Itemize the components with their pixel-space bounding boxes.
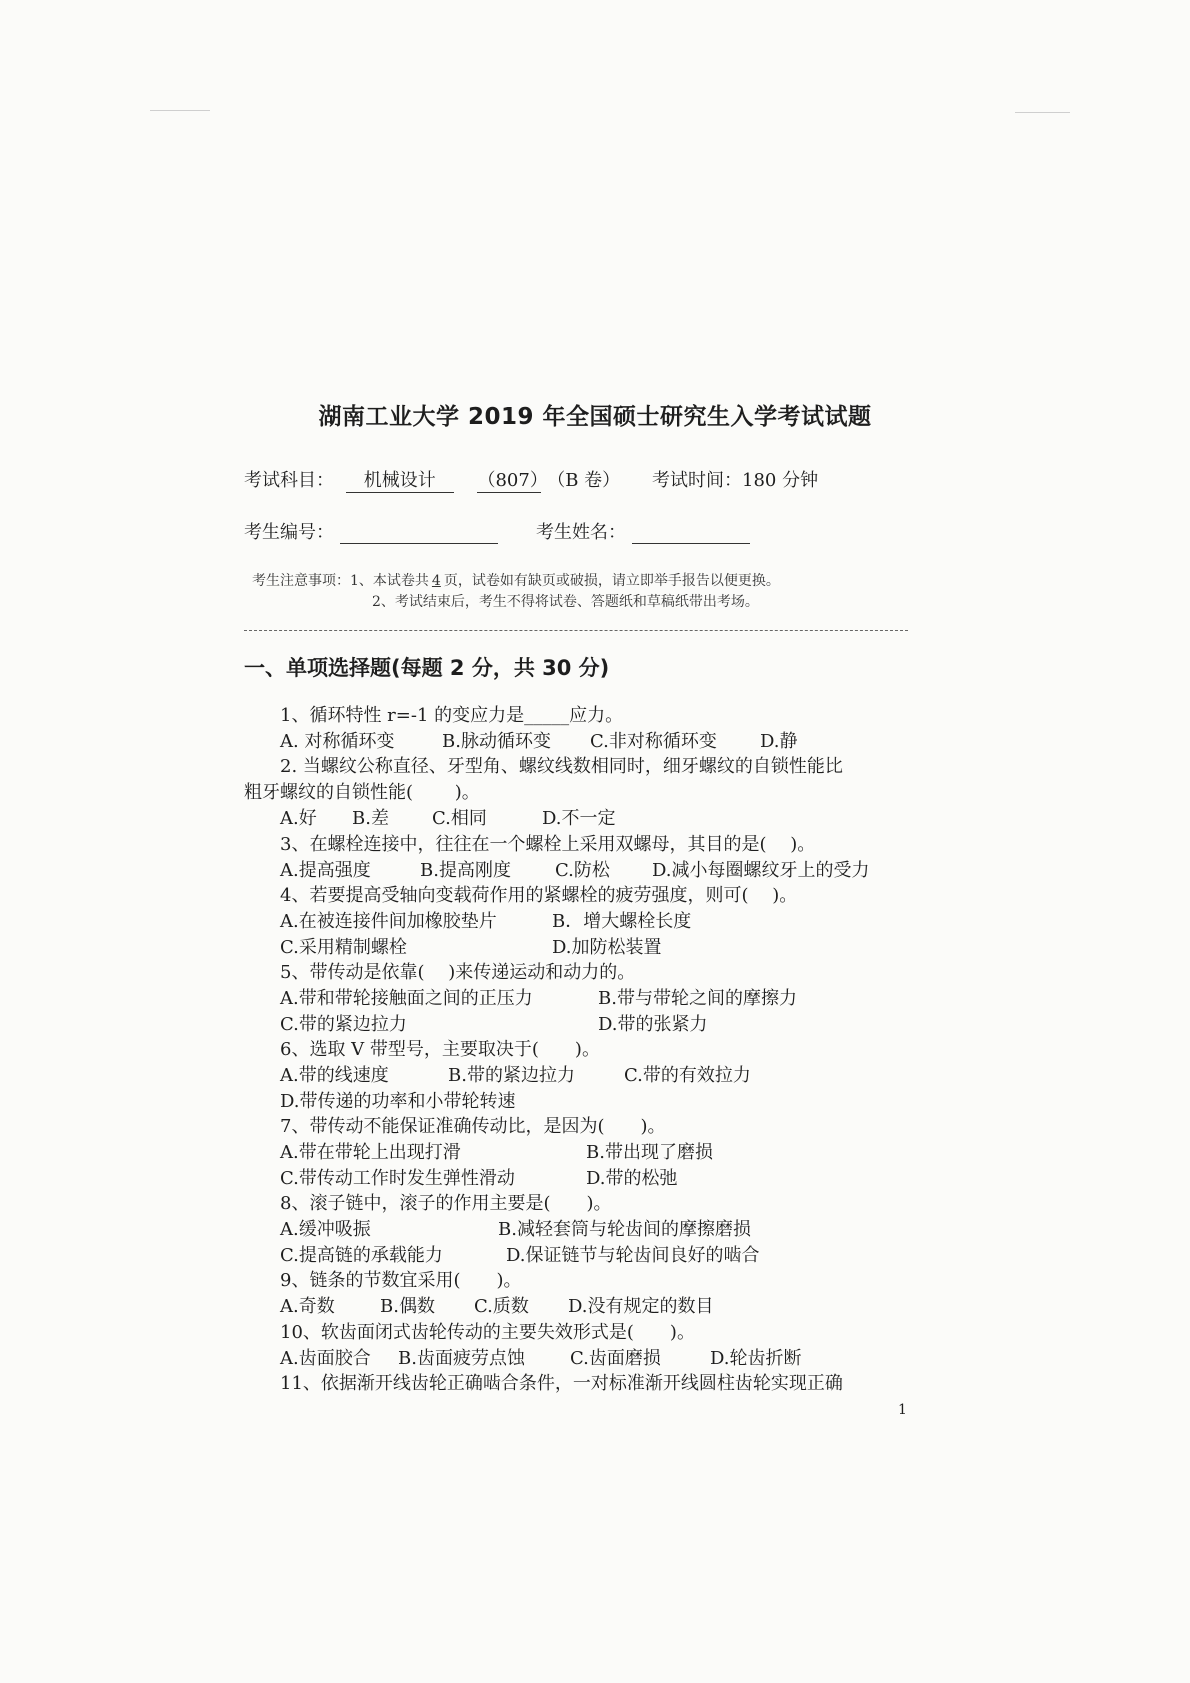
option-d: D.带传递的功率和小带轮转速 [280, 1091, 516, 1112]
option-d: D.加防松装置 [552, 937, 662, 958]
option-c: C.质数 [474, 1296, 529, 1317]
option-b: B.偶数 [380, 1296, 435, 1317]
option-c: C.相同 [432, 808, 487, 829]
notes-line-1-suffix: 页，试卷如有缺页或破损，请立即举手报告以便更换。 [443, 573, 780, 589]
option-b: B.带的紧边拉力 [448, 1065, 575, 1086]
question-2-stem: 2. 当螺纹公称直径、牙型角、螺纹线数相同时，细牙螺纹的自锁性能比 [280, 756, 843, 777]
option-b: B.带出现了磨损 [586, 1142, 713, 1163]
option-a: A.奇数 [280, 1296, 335, 1317]
option-b: B．增大螺栓长度 [552, 911, 692, 932]
option-d: D.带的松弛 [586, 1168, 678, 1189]
option-b: B.齿面疲劳点蚀 [398, 1348, 525, 1369]
option-b: B.提高刚度 [420, 860, 511, 881]
subject-label: 考试科目： [244, 470, 334, 491]
candidate-id-label: 考生编号： [244, 522, 334, 543]
subject-value: 机械设计 [346, 466, 454, 493]
question-2-stem-cont: 粗牙螺纹的自锁性能( )。 [244, 782, 480, 803]
exam-time: 考试时间：180 分钟 [652, 470, 819, 491]
question-3-stem: 3、在螺栓连接中，往往在一个螺栓上采用双螺母，其目的是( )。 [280, 834, 816, 855]
question-4-stem: 4、若要提高受轴向变载荷作用的紧螺栓的疲劳强度，则可( )。 [280, 885, 798, 906]
question-8-stem: 8、滚子链中，滚子的作用主要是( )。 [280, 1193, 612, 1214]
section-title: 一、单项选择题(每题 2 分，共 30 分) [244, 656, 610, 680]
option-a: A. 对称循环变 [280, 731, 395, 752]
dashed-divider [244, 630, 908, 631]
option-a: A.带在带轮上出现打滑 [280, 1142, 461, 1163]
notes-line-2: 2、考试结束后，考生不得将试卷、答题纸和草稿纸带出考场。 [372, 594, 759, 610]
option-b: B.带与带轮之间的摩擦力 [598, 988, 797, 1009]
candidate-id-field [340, 523, 498, 544]
option-d: D.轮齿折断 [710, 1348, 802, 1369]
option-a: A.齿面胶合 [280, 1348, 371, 1369]
question-11-stem: 11、依据渐开线齿轮正确啮合条件，一对标准渐开线圆柱齿轮实现正确 [280, 1373, 843, 1394]
exam-title: 湖南工业大学 2019 年全国硕士研究生入学考试试题 [318, 404, 872, 430]
subject-code: （807） [477, 466, 541, 493]
candidate-id-row [244, 518, 498, 544]
option-b: B.脉动循环变 [442, 731, 551, 752]
option-d: D.带的张紧力 [598, 1014, 708, 1035]
scan-speck [1015, 112, 1070, 113]
question-5-stem: 5、带传动是依靠( )来传递运动和动力的。 [280, 962, 636, 983]
option-a: A.好 [280, 808, 317, 829]
option-b: B.减轻套筒与轮齿间的摩擦磨损 [498, 1219, 751, 1240]
page-number: 1 [898, 1402, 907, 1418]
option-b: B.差 [352, 808, 389, 829]
option-c: C.提高链的承载能力 [280, 1245, 443, 1266]
question-9-stem: 9、链条的节数宜采用( )。 [280, 1270, 522, 1291]
option-d: D.保证链节与轮齿间良好的啮合 [506, 1245, 760, 1266]
candidate-name-row [536, 518, 750, 544]
option-a: A.缓冲吸振 [280, 1219, 371, 1240]
question-1-stem: 1、循环特性 r=-1 的变应力是_____应力。 [280, 705, 624, 726]
option-a: A.在被连接件间加橡胶垫片 [280, 911, 497, 932]
scan-speck [150, 110, 210, 111]
option-c: C.齿面磨损 [570, 1348, 661, 1369]
option-d: D.不一定 [542, 808, 616, 829]
question-10-stem: 10、软齿面闭式齿轮传动的主要失效形式是( )。 [280, 1322, 695, 1343]
subject-line [244, 466, 620, 493]
option-c: C.带传动工作时发生弹性滑动 [280, 1168, 515, 1189]
question-6-stem: 6、选取 V 带型号，主要取决于( )。 [280, 1039, 600, 1060]
notes-page-count: 4 [431, 573, 441, 589]
candidate-name-field [632, 523, 750, 544]
option-d: D.没有规定的数目 [568, 1296, 714, 1317]
option-d: D.减小每圈螺纹牙上的受力 [652, 860, 870, 881]
option-c: C.带的紧边拉力 [280, 1014, 407, 1035]
option-c: C.采用精制螺栓 [280, 937, 407, 958]
paper-label: （B 卷） [547, 470, 621, 491]
option-c: C.非对称循环变 [590, 731, 717, 752]
option-d: D.静 [760, 731, 798, 752]
notes-line-1 [252, 570, 780, 590]
candidate-name-label: 考生姓名： [536, 522, 626, 543]
question-7-stem: 7、带传动不能保证准确传动比，是因为( )。 [280, 1116, 666, 1137]
option-c: C.防松 [555, 860, 610, 881]
option-a: A.带的线速度 [280, 1065, 389, 1086]
notes-line-1-prefix: 考生注意事项：1、本试卷共 [252, 573, 429, 589]
option-a: A.带和带轮接触面之间的正压力 [280, 988, 533, 1009]
question-6-options-2 [280, 1087, 516, 1113]
option-a: A.提高强度 [280, 860, 371, 881]
option-c: C.带的有效拉力 [624, 1065, 751, 1086]
